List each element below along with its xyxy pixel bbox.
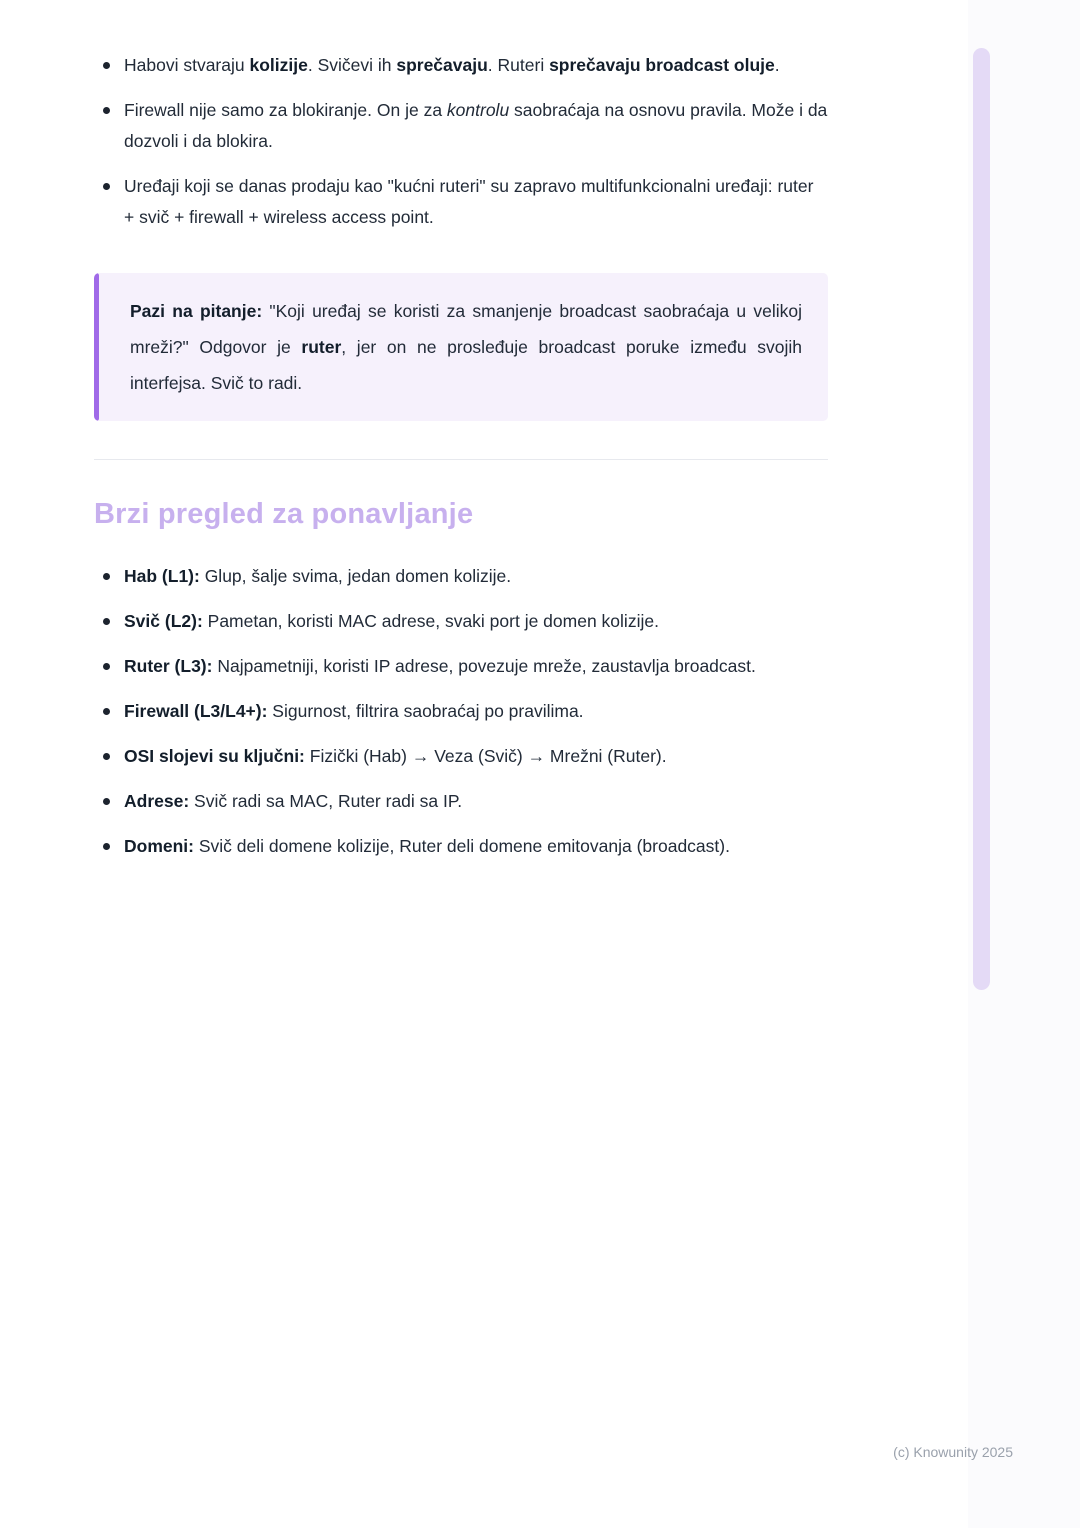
list-item-text: Hab (L1): Glup, šalje svima, jedan domen kolizije. [124, 566, 512, 586]
list-item-text: Firewall nije samo za blokiranje. On je za kontrolu saobraćaja na osnovu pravila. Može i da dozvoli i da blokira. [124, 100, 828, 151]
list-item [94, 95, 828, 157]
bullet-icon [103, 107, 110, 114]
bullet-icon [103, 798, 110, 805]
section-divider [94, 459, 828, 460]
bullet-icon [103, 708, 110, 715]
bullet-icon [103, 663, 110, 670]
bullet-icon [103, 183, 110, 190]
list-item-text: Adrese: Svič radi sa MAC, Ruter radi sa IP. [124, 791, 463, 811]
list-item-text: Uređaji koji se danas prodaju kao "kućni ruteri" su zapravo multifunkcionalni uređaji: ruter + svič + firewall + wireless access point. [124, 176, 814, 227]
list-item-text: Svič (L2): Pametan, koristi MAC adrese, svaki port je domen kolizije. [124, 611, 659, 631]
document-page [94, 50, 828, 876]
list-item-text: Firewall (L3/L4+): Sigurnost, filtrira saobraćaj po pravilima. [124, 701, 584, 721]
list-item [94, 696, 828, 727]
list-item [94, 606, 828, 637]
list-item [94, 561, 828, 592]
list-item-text: Habovi stvaraju kolizije. Svičevi ih sprečavaju. Ruteri sprečavaju broadcast oluje. [124, 55, 780, 75]
list-item [94, 786, 828, 817]
bullet-icon [103, 573, 110, 580]
bullet-icon [103, 753, 110, 760]
list-item [94, 171, 828, 233]
callout-text: Pazi na pitanje: "Koji uređaj se koristi za smanjenje broadcast saobraćaja u velikoj mreži?" Odgovor je ruter, jer on ne prosleđuje broadcast poruke između svojih interfejsa. Svič to radi. [130, 301, 802, 393]
review-bullet-list [94, 561, 828, 862]
section-heading: Brzi pregled za ponavljanje [94, 498, 474, 530]
list-item [94, 50, 828, 81]
intro-bullet-list [94, 50, 828, 233]
list-item [94, 651, 828, 682]
list-item-text: OSI slojevi su ključni: Fizički (Hab) → Veza (Svič) → Mrežni (Ruter). [124, 746, 667, 766]
callout-box [94, 273, 828, 421]
scrollbar-thumb[interactable] [973, 48, 990, 990]
bullet-icon [103, 843, 110, 850]
bullet-icon [103, 618, 110, 625]
list-item-text: Ruter (L3): Najpametniji, koristi IP adrese, povezuje mreže, zaustavlja broadcast. [124, 656, 756, 676]
list-item-text: Domeni: Svič deli domene kolizije, Ruter deli domene emitovanja (broadcast). [124, 836, 730, 856]
list-item [94, 741, 828, 772]
footer-copyright: (c) Knowunity 2025 [893, 1444, 1013, 1460]
bullet-icon [103, 62, 110, 69]
list-item [94, 831, 828, 862]
